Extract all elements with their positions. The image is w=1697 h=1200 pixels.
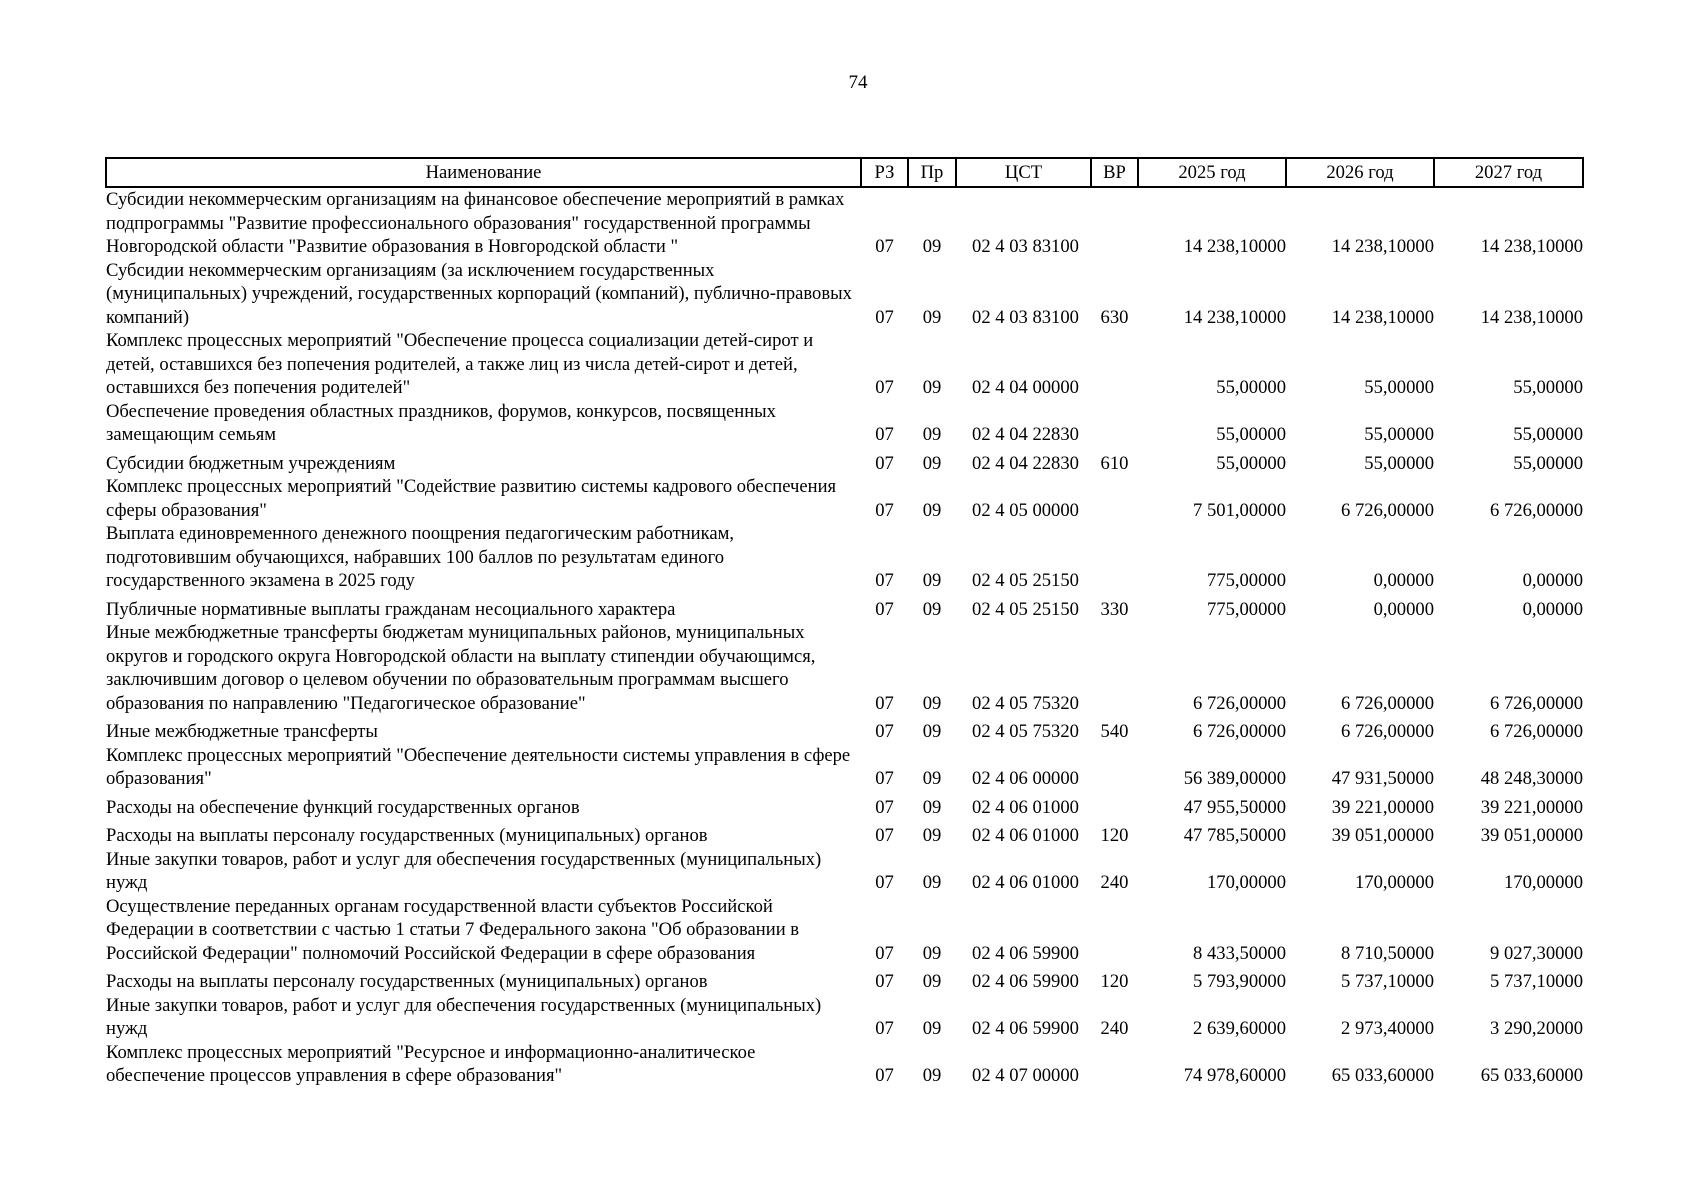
row-cst: 02 4 05 25150 [972,598,1079,620]
row-name: Расходы на выплаты персоналу государственных (муниципальных) органов [106,971,708,992]
row-pr: 09 [922,872,942,893]
row-vr: 540 [1100,721,1129,742]
row-rz: 07 [875,971,894,992]
row-amount-2026: 2 973,40000 [1341,1018,1434,1039]
row-vr: 330 [1100,598,1129,620]
row-amount-2026: 170,00000 [1354,872,1434,893]
header-vr: ВР [1091,158,1138,187]
row-amount-2025: 55,00000 [1216,452,1286,474]
row-pr: 09 [922,424,942,445]
table-row [106,593,1583,622]
row-rz: 07 [875,872,894,893]
row-amount-2026: 14 238,10000 [1331,306,1434,328]
row-name: Расходы на выплаты персоналу государственных (муниципальных) органов [106,825,708,846]
row-rz: 07 [875,768,894,789]
row-rz: 07 [875,452,894,474]
table-row [106,791,1583,820]
row-rz: 07 [875,424,894,445]
row-amount-2025: 775,00000 [1206,598,1286,620]
row-amount-2027: 3 290,20000 [1490,1018,1583,1039]
row-cst: 02 4 04 22830 [972,424,1079,445]
table-row [106,187,1583,259]
row-amount-2025: 74 978,60000 [1183,1065,1286,1086]
row-cst: 02 4 05 00000 [972,499,1079,521]
row-amount-2027: 5 737,10000 [1490,971,1583,992]
row-vr [1091,475,1138,522]
row-amount-2026: 47 931,50000 [1331,768,1434,789]
row-amount-2027: 6 726,00000 [1490,721,1583,742]
row-amount-2026: 14 238,10000 [1331,236,1434,257]
table-row [106,522,1583,593]
row-amount-2026: 6 726,00000 [1341,692,1434,714]
row-name: Комплекс процессных мероприятий "Обеспечение процесса социализации детей-сирот и детей, оставшихся без попечения родителей, а также лиц из числа детей-сирот и детей, оставшихся без попечения родителей" [106,330,814,398]
row-pr: 09 [922,768,942,789]
table-row [106,400,1583,447]
row-vr [1091,187,1138,259]
row-pr: 09 [922,721,942,742]
table-row [106,475,1583,522]
row-amount-2026: 55,00000 [1364,424,1434,445]
row-cst: 02 4 06 59900 [972,942,1079,964]
row-pr: 09 [922,236,942,257]
row-amount-2025: 14 238,10000 [1183,236,1286,257]
row-amount-2027: 55,00000 [1513,424,1583,445]
row-amount-2025: 5 793,90000 [1193,971,1286,992]
row-name: Осуществление переданных органам государственной власти субъектов Российской Федерации в соответствии с частью 1 статьи 7 Федерального закона "Об образовании в Российской Федерации" полномочий Российской Федерации в сфере образования [106,895,800,964]
row-vr [1091,895,1138,966]
row-cst: 02 4 05 25150 [972,570,1079,591]
row-cst: 02 4 06 59900 [972,971,1079,992]
row-amount-2027: 65 033,60000 [1480,1065,1583,1086]
row-amount-2026: 55,00000 [1364,377,1434,398]
row-amount-2025: 47 955,50000 [1183,796,1286,818]
row-amount-2027: 6 726,00000 [1490,499,1583,521]
row-amount-2026: 6 726,00000 [1341,721,1434,742]
row-amount-2027: 48 248,30000 [1480,768,1583,789]
row-pr: 09 [922,306,942,328]
table-row [106,621,1583,715]
row-pr: 09 [922,796,942,818]
row-vr: 240 [1100,872,1129,893]
row-name: Комплекс процессных мероприятий "Ресурсное и информационно-аналитическое обеспечение процессов управления в сфере образования" [106,1041,756,1086]
row-vr [1091,744,1138,791]
row-pr: 09 [922,942,942,964]
row-amount-2025: 55,00000 [1216,377,1286,398]
row-cst: 02 4 05 75320 [972,692,1079,714]
row-pr: 09 [922,1018,942,1039]
row-pr: 09 [922,499,942,521]
row-amount-2025: 6 726,00000 [1193,721,1286,742]
row-name: Обеспечение проведения областных праздников, форумов, конкурсов, посвященных замещающим семьям [106,400,776,445]
row-name: Расходы на обеспечение функций государственных органов [106,796,580,818]
row-name: Иные межбюджетные трансферты [106,721,378,742]
row-amount-2027: 14 238,10000 [1480,236,1583,257]
row-amount-2025: 8 433,50000 [1193,942,1286,964]
row-name: Иные закупки товаров, работ и услуг для обеспечения государственных (муниципальных) нужд [106,848,822,893]
header-2026: 2026 год [1286,158,1434,187]
row-vr: 120 [1100,825,1129,846]
row-pr: 09 [922,377,942,398]
row-amount-2025: 170,00000 [1206,872,1286,893]
row-pr: 09 [922,825,942,846]
row-name: Субсидии некоммерческим организациям на финансовое обеспечение мероприятий в рамках подпрограммы "Развитие профессионального образования" государственной программы Новгородской области "Развитие образования в Новгородской области " [106,189,845,257]
row-amount-2026: 39 051,00000 [1331,825,1434,846]
table-row [106,259,1583,330]
row-amount-2027: 39 051,00000 [1480,825,1583,846]
row-pr: 09 [922,1065,942,1086]
row-pr: 09 [922,692,942,714]
row-cst: 02 4 06 00000 [972,768,1079,789]
row-amount-2025: 56 389,00000 [1183,768,1286,789]
table-row [106,715,1583,744]
row-amount-2026: 5 737,10000 [1341,971,1434,992]
row-vr [1091,1041,1138,1088]
row-vr: 630 [1100,306,1129,328]
table-row [106,744,1583,791]
row-amount-2027: 170,00000 [1503,872,1583,893]
row-name: Публичные нормативные выплаты гражданам несоциального характера [106,598,676,620]
row-rz: 07 [875,1018,894,1039]
table-row [106,329,1583,400]
row-rz: 07 [875,570,894,591]
row-cst: 02 4 07 00000 [972,1065,1079,1086]
row-cst: 02 4 04 00000 [972,377,1079,398]
row-amount-2027: 14 238,10000 [1480,306,1583,328]
row-amount-2026: 8 710,50000 [1341,942,1434,964]
table-body [106,187,1583,1088]
row-name: Выплата единовременного денежного поощрения педагогическим работникам, подготовившим обучающихся, набравших 100 баллов по результатам единого государственного экзамена в 2025 году [106,523,735,591]
row-rz: 07 [875,598,894,620]
row-name: Комплекс процессных мероприятий "Содействие развитию системы кадрового обеспечения сферы образования" [106,476,837,521]
row-rz: 07 [875,306,894,328]
row-vr: 610 [1100,452,1129,474]
row-rz: 07 [875,692,894,714]
row-amount-2027: 9 027,30000 [1490,942,1583,964]
row-rz: 07 [875,236,894,257]
row-cst: 02 4 03 83100 [972,236,1079,257]
row-cst: 02 4 04 22830 [972,452,1079,474]
row-pr: 09 [922,452,942,474]
table-row [106,965,1583,994]
row-amount-2025: 2 639,60000 [1193,1018,1286,1039]
row-name: Субсидии бюджетным учреждениям [106,452,396,474]
row-amount-2027: 6 726,00000 [1490,692,1583,714]
row-vr [1091,329,1138,400]
row-amount-2026: 55,00000 [1364,452,1434,474]
row-rz: 07 [875,1065,894,1086]
row-amount-2026: 39 221,00000 [1331,796,1434,818]
budget-table [105,157,1584,1088]
row-amount-2027: 55,00000 [1513,377,1583,398]
row-amount-2025: 47 785,50000 [1183,825,1286,846]
row-amount-2025: 7 501,00000 [1193,499,1286,521]
row-amount-2027: 0,00000 [1522,598,1583,620]
row-rz: 07 [875,942,894,964]
row-rz: 07 [875,796,894,818]
header-name: Наименование [106,158,861,187]
row-name: Субсидии некоммерческим организациям (за исключением государственных (муниципальных) учреждений, государственных корпораций (компаний), публично-правовых компаний) [106,259,852,328]
row-vr [1091,400,1138,447]
header-pr: Пр [908,158,956,187]
row-pr: 09 [922,598,942,620]
row-amount-2025: 55,00000 [1216,424,1286,445]
row-name: Иные закупки товаров, работ и услуг для обеспечения государственных (муниципальных) нужд [106,994,822,1039]
row-cst: 02 4 03 83100 [972,306,1079,328]
row-rz: 07 [875,499,894,521]
row-vr [1091,522,1138,593]
row-name: Иные межбюджетные трансферты бюджетам муниципальных районов, муниципальных округов и городского округа Новгородской области на выплату стипендии обучающимся, заключившим договор о целевом обучении по образовательным программам высшего образования по направлению "Педагогическое образование" [106,622,816,714]
row-vr [1091,791,1138,820]
row-rz: 07 [875,721,894,742]
row-amount-2027: 39 221,00000 [1480,796,1583,818]
row-amount-2025: 14 238,10000 [1183,306,1286,328]
header-2025: 2025 год [1138,158,1286,187]
row-amount-2027: 0,00000 [1522,570,1583,591]
table-row [106,1041,1583,1088]
row-rz: 07 [875,377,894,398]
table-row [106,848,1583,895]
table-row [106,819,1583,848]
table-row [106,994,1583,1041]
row-amount-2026: 0,00000 [1373,598,1434,620]
row-amount-2026: 6 726,00000 [1341,499,1434,521]
header-2027: 2027 год [1434,158,1583,187]
row-cst: 02 4 06 01000 [972,872,1079,893]
row-vr: 120 [1100,971,1129,992]
row-amount-2025: 775,00000 [1206,570,1286,591]
header-rz: РЗ [861,158,908,187]
row-pr: 09 [922,971,942,992]
table-header [106,158,1583,187]
row-amount-2026: 65 033,60000 [1331,1065,1434,1086]
table-row [106,447,1583,476]
row-cst: 02 4 05 75320 [972,721,1079,742]
row-cst: 02 4 06 01000 [972,825,1079,846]
row-cst: 02 4 06 59900 [972,1018,1079,1039]
header-cst: ЦСТ [956,158,1091,187]
row-rz: 07 [875,825,894,846]
row-vr [1091,621,1138,715]
row-name: Комплекс процессных мероприятий "Обеспечение деятельности системы управления в сфере образования" [106,744,851,789]
page-number: 74 [848,72,868,93]
table-row [106,895,1583,966]
row-vr: 240 [1100,1018,1129,1039]
row-amount-2025: 6 726,00000 [1193,692,1286,714]
row-pr: 09 [922,570,942,591]
row-amount-2026: 0,00000 [1373,570,1434,591]
row-amount-2027: 55,00000 [1513,452,1583,474]
row-cst: 02 4 06 01000 [972,796,1079,818]
